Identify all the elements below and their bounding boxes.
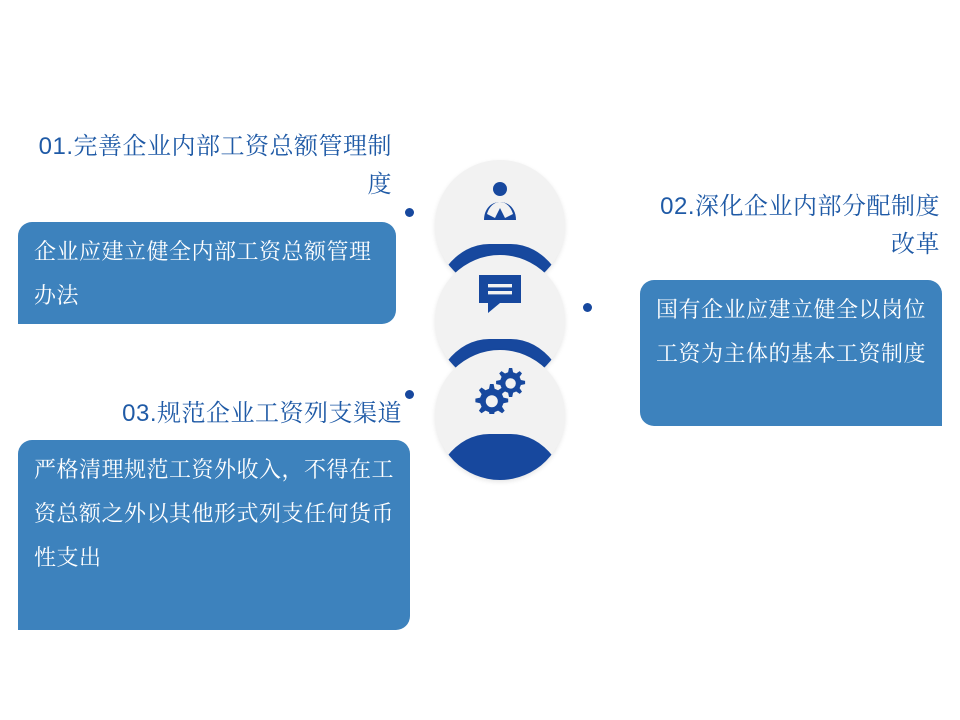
gears-icon (435, 366, 565, 419)
center-icon-column (435, 160, 575, 480)
circle-lens-shape (435, 434, 565, 480)
item-1-callout: 企业应建立健全内部工资总额管理办法 (18, 222, 396, 324)
icon-circle-gears (435, 350, 565, 480)
connector-dot-3 (405, 390, 414, 399)
item-3-callout: 严格清理规范工资外收入，不得在工资总额之外以其他形式列支任何货币性支出 (18, 440, 410, 630)
item-3-heading: 03.规范企业工资列支渠道 (122, 400, 402, 427)
speech-bubble-icon (435, 271, 565, 322)
item-1-heading: 01.完善企业内部工资总额管理制度 (38, 133, 392, 198)
item-2-heading: 02.深化企业内部分配制度改革 (660, 193, 940, 258)
connector-dot-1 (405, 208, 414, 217)
people-icon (435, 176, 565, 233)
connector-dot-2 (583, 303, 592, 312)
item-2-callout: 国有企业应建立健全以岗位工资为主体的基本工资制度 (640, 280, 942, 426)
